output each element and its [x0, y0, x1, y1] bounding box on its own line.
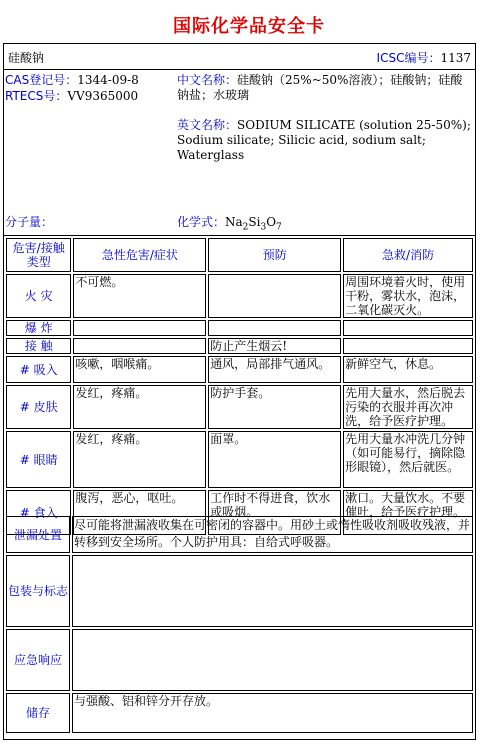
en-name-label: 英文名称：	[177, 118, 238, 132]
row-prevent	[208, 320, 341, 336]
cas-line	[5, 73, 173, 88]
safety-card	[3, 43, 476, 740]
formula-line	[177, 215, 473, 235]
row-acute: 腹泻，恶心，呕吐。	[73, 490, 206, 535]
chinese-name	[177, 73, 473, 103]
rtecs-value: VV9365000	[67, 89, 139, 103]
section-emergency	[6, 629, 473, 691]
section-label: 泄漏处置	[6, 516, 70, 553]
section-storage	[6, 693, 473, 733]
row-type: 接 触	[6, 338, 71, 354]
row-firstaid: 先用大量水冲洗几分钟（如可能易行，摘除隐形眼镜），然后就医。	[343, 431, 473, 488]
section-label: 包装与标志	[6, 555, 70, 627]
header-row	[4, 44, 475, 69]
col-firstaid: 急救/消防	[343, 238, 473, 272]
rtecs-label: RTECS号：	[5, 89, 68, 103]
chemical-name: 硅酸钠	[8, 51, 45, 65]
row-acute: 咳嗽，咽喉痛。	[73, 356, 206, 383]
english-name	[177, 118, 473, 163]
row-prevent	[208, 274, 341, 318]
row-prevent: 通风，局部排气通风。	[208, 356, 341, 383]
hazard-row-eyes	[6, 431, 473, 488]
cn-name-value: 硅酸钠（25%~50%溶液）；硅酸钠；硅酸钠盐；水玻璃	[177, 73, 463, 102]
hazard-row-skin	[6, 385, 473, 429]
section-text: 尽可能将泄漏液收集在可密闭的容器中。用砂土或惰性吸收剂吸收残液，并转移到安全场所。个人防护用具：自给式呼吸器。	[72, 516, 473, 553]
molecular-weight	[5, 215, 165, 230]
row-type: # 吸入	[6, 356, 71, 383]
hazard-row-contact	[6, 338, 473, 354]
section-text	[72, 629, 473, 691]
row-prevent: 工作时不得进食，饮水或吸烟。	[208, 490, 341, 535]
en-name-value: SODIUM SILICATE (solution 25-50%); Sodium silicate; Silicic acid, sodium salt; Waterglass	[177, 118, 471, 162]
row-firstaid	[343, 320, 473, 336]
hazard-section	[4, 235, 475, 548]
row-acute	[73, 338, 206, 354]
section-label: 储存	[6, 693, 70, 733]
row-acute: 发红，疼痛。	[73, 385, 206, 429]
cas-value: 1344-09-8	[77, 73, 139, 87]
col-type: 危害/接触类型	[6, 238, 71, 272]
row-type: 爆 炸	[6, 320, 71, 336]
row-acute	[73, 320, 206, 336]
cn-name-label: 中文名称：	[177, 73, 238, 87]
row-firstaid: 先用大量水，然后脱去污染的衣服并再次冲洗，给予医疗护理。	[343, 385, 473, 429]
row-type: 火 灾	[6, 274, 71, 318]
formula-label: 化学式：	[177, 215, 226, 229]
section-text: 与强酸、铝和锌分开存放。	[72, 693, 473, 733]
icsc-value: 1137	[440, 51, 471, 65]
row-type: # 食入	[6, 490, 71, 535]
icsc-label: ICSC编号：	[376, 51, 441, 65]
identifiers-block	[4, 69, 475, 235]
row-prevent: 面罩。	[208, 431, 341, 488]
sections-table	[4, 514, 475, 735]
col-prevent: 预防	[208, 238, 341, 272]
col-acute: 急性危害/症状	[73, 238, 206, 272]
mw-label: 分子量：	[5, 215, 54, 229]
section-packaging	[6, 555, 473, 627]
hazard-row-inhalation	[6, 356, 473, 383]
row-prevent: 防护手套。	[208, 385, 341, 429]
row-firstaid	[343, 338, 473, 354]
section-text	[72, 555, 473, 627]
row-acute: 不可燃。	[73, 274, 206, 318]
row-prevent: 防止产生烟云!	[208, 338, 341, 354]
icsc-number	[377, 49, 471, 66]
row-acute: 发红，疼痛。	[73, 431, 206, 488]
section-spill	[6, 516, 473, 553]
hazard-table-header	[6, 238, 473, 272]
chemical-formula: $Na_2Si_3O_7$	[225, 215, 282, 233]
card-title: 国际化学品安全卡	[173, 16, 325, 37]
hazard-row-fire	[6, 274, 473, 318]
row-firstaid: 新鲜空气，休息。	[343, 356, 473, 383]
row-type: # 皮肤	[6, 385, 71, 429]
row-firstaid: 漱口。大量饮水。不要催吐，给予医疗护理。	[343, 490, 473, 535]
hazard-row-explosion	[6, 320, 473, 336]
section-label: 应急响应	[6, 629, 70, 691]
row-firstaid: 周围环境着火时，使用干粉，雾状水，泡沫，二氧化碳灭火。	[343, 274, 473, 318]
rtecs-line	[5, 89, 173, 104]
row-type: # 眼睛	[6, 431, 71, 488]
hazard-table	[4, 236, 475, 537]
bottom-sections	[4, 514, 475, 741]
cas-label: CAS登记号：	[5, 73, 78, 87]
